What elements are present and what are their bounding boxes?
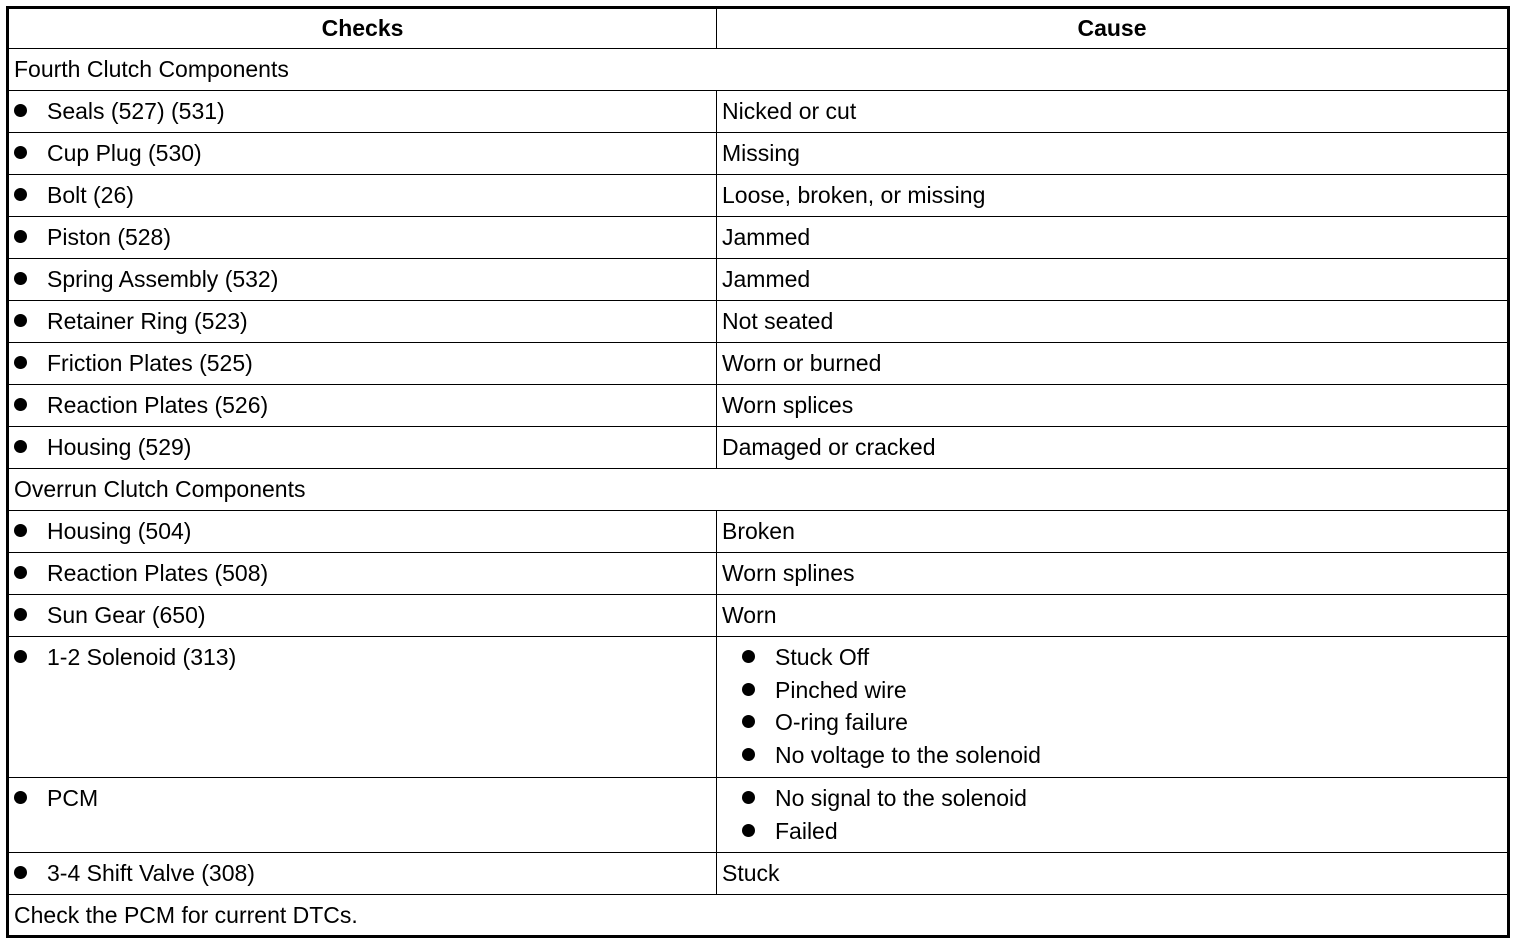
bullet-icon (742, 683, 755, 696)
check-cell (8, 553, 717, 595)
cause-text: Pinched wire (775, 676, 907, 703)
bullet-icon (14, 356, 27, 369)
cause-cell: Jammed (717, 217, 1509, 259)
bullet-icon (14, 650, 27, 663)
check-cell (8, 133, 717, 175)
table-row (8, 133, 1509, 175)
bullet-icon (742, 824, 755, 837)
check-cell (8, 301, 717, 343)
cause-list-item (742, 782, 1502, 815)
check-cell (8, 217, 717, 259)
table-row (8, 853, 1509, 895)
cause-text: Stuck Off (775, 644, 870, 670)
bullet-icon (14, 608, 27, 621)
table-row (8, 175, 1509, 217)
bullet-icon (14, 314, 27, 327)
check-cell (8, 259, 717, 301)
bullet-icon (742, 650, 755, 663)
check-label: 1-2 Solenoid (313) (47, 644, 237, 670)
cause-text: No voltage to the solenoid (775, 741, 1041, 768)
cause-cell: Worn or burned (717, 343, 1509, 385)
check-label: PCM (47, 785, 99, 811)
diagnosis-table (6, 6, 1510, 938)
cause-text: No signal to the solenoid (775, 785, 1027, 811)
table-row (8, 343, 1509, 385)
bullet-icon (14, 524, 27, 537)
bullet-icon (14, 398, 27, 411)
check-cell (8, 511, 717, 553)
check-label: Seals (527) (531) (47, 98, 225, 124)
check-label: Housing (504) (47, 518, 192, 544)
table-row (8, 778, 1509, 853)
check-label: Friction Plates (525) (47, 350, 253, 376)
section-title: Overrun Clutch Components (8, 469, 1509, 511)
table-row (8, 259, 1509, 301)
bullet-icon (14, 791, 27, 804)
cause-list (722, 782, 1502, 847)
cause-list (722, 641, 1502, 771)
cause-text: O-ring failure (775, 709, 908, 735)
cause-cell (717, 778, 1509, 853)
table-row (8, 637, 1509, 778)
check-label: Spring Assembly (532) (47, 266, 279, 292)
cause-cell: Damaged or cracked (717, 427, 1509, 469)
header-checks: Checks (8, 8, 717, 49)
check-label: Retainer Ring (523) (47, 308, 248, 334)
bullet-icon (14, 272, 27, 285)
cause-cell: Worn splines (717, 553, 1509, 595)
check-cell (8, 175, 717, 217)
cause-cell: Jammed (717, 259, 1509, 301)
check-cell (8, 343, 717, 385)
check-cell (8, 595, 717, 637)
header-cause: Cause (717, 8, 1509, 49)
table-row (8, 301, 1509, 343)
cause-cell: Loose, broken, or missing (717, 175, 1509, 217)
cause-list-item (742, 815, 1502, 848)
check-cell (8, 427, 717, 469)
cause-cell: Missing (717, 133, 1509, 175)
cause-cell: Worn (717, 595, 1509, 637)
cause-cell: Stuck (717, 853, 1509, 895)
check-label: Cup Plug (530) (47, 140, 202, 166)
cause-list-item (742, 674, 1502, 707)
bullet-icon (742, 748, 755, 761)
check-label: Reaction Plates (526) (47, 392, 269, 418)
cause-list-item (742, 641, 1502, 674)
cause-cell: Worn splices (717, 385, 1509, 427)
bullet-icon (14, 188, 27, 201)
check-label: 3-4 Shift Valve (308) (47, 860, 255, 886)
table-row (8, 427, 1509, 469)
cause-cell (717, 637, 1509, 778)
cause-cell: Not seated (717, 301, 1509, 343)
cause-cell: Broken (717, 511, 1509, 553)
table-row (8, 553, 1509, 595)
check-cell (8, 778, 717, 853)
table-header-row (8, 8, 1509, 49)
footer-row (8, 895, 1509, 937)
bullet-icon (14, 146, 27, 159)
cause-cell: Nicked or cut (717, 91, 1509, 133)
check-label: Housing (529) (47, 434, 192, 460)
bullet-icon (14, 104, 27, 117)
check-cell (8, 637, 717, 778)
cause-list-item (742, 739, 1502, 772)
check-label: Bolt (26) (47, 182, 134, 208)
section-row-fourth-clutch (8, 49, 1509, 91)
table-row (8, 595, 1509, 637)
cause-list-item (742, 706, 1502, 739)
bullet-icon (14, 866, 27, 879)
check-label: Sun Gear (650) (47, 602, 206, 628)
cause-text: Failed (775, 817, 838, 844)
check-cell (8, 853, 717, 895)
table-row (8, 511, 1509, 553)
footer-note: Check the PCM for current DTCs. (8, 895, 1509, 937)
bullet-icon (14, 230, 27, 243)
bullet-icon (742, 715, 755, 728)
check-label: Piston (528) (47, 224, 172, 250)
bullet-icon (14, 566, 27, 579)
check-cell (8, 385, 717, 427)
bullet-icon (14, 440, 27, 453)
section-title: Fourth Clutch Components (8, 49, 1509, 91)
table-row (8, 217, 1509, 259)
check-cell (8, 91, 717, 133)
check-label: Reaction Plates (508) (47, 560, 269, 586)
bullet-icon (742, 791, 755, 804)
table-row (8, 91, 1509, 133)
section-row-overrun-clutch (8, 469, 1509, 511)
table-row (8, 385, 1509, 427)
